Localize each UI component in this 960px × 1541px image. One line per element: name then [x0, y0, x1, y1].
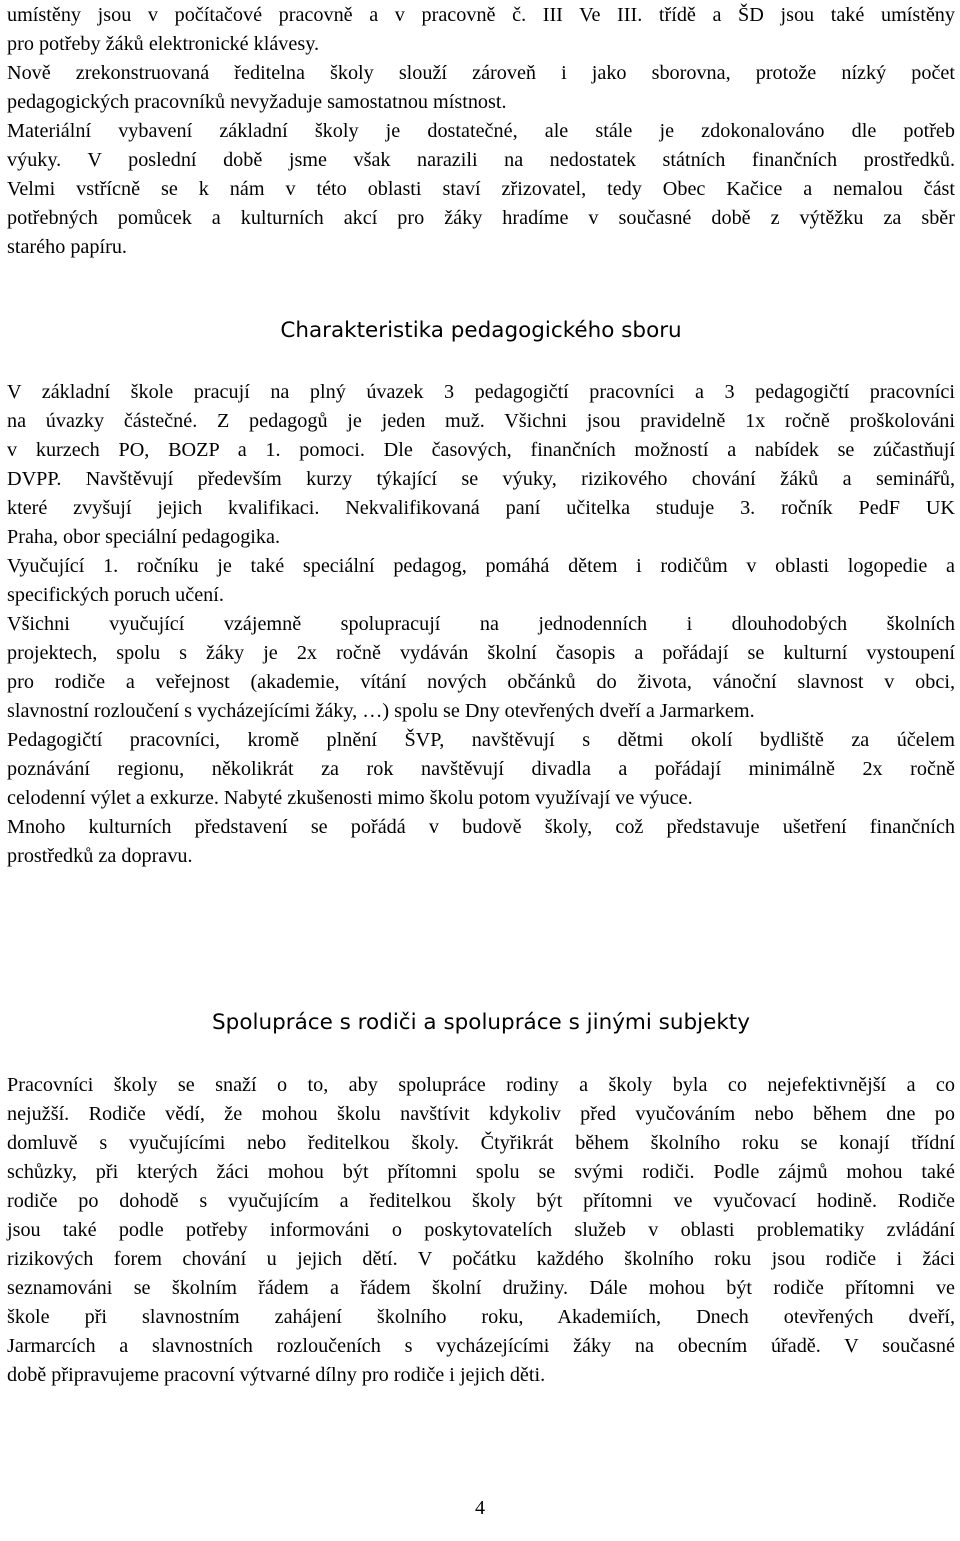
staff-text-block: [7, 378, 955, 871]
text-line: jsou také podle potřeby informováni o poskytovatelích služeb v oblasti problematiky zvládání: [7, 1219, 955, 1241]
top-text-block: [7, 1, 955, 262]
paragraph-equipment: [7, 1, 955, 262]
text-line: Pedagogičtí pracovníci, kromě plnění ŠVP, navštěvují s dětmi okolí bydliště za účelem: [7, 729, 955, 751]
text-line: rodiče po dohodě s vyučujícím a ředitelkou školy být přítomni ve vyučovací hodině. Rodiče: [7, 1190, 955, 1212]
text-line: specifických poruch učení.: [7, 584, 224, 606]
text-line: na úvazky částečné. Z pedagogů je jeden muž. Všichni jsou pravidelně 1x ročně proškolováni: [7, 410, 955, 432]
text-line: které zvyšují jejich kvalifikaci. Nekvalifikovaná paní učitelka studuje 3. ročník PedF UK: [7, 497, 955, 519]
text-line: poznávání regionu, několikrát za rok navštěvují divadla a pořádají minimálně 2x ročně: [7, 758, 955, 780]
text-line: seznamováni se školním řádem a řádem školní družiny. Dále mohou být rodiče přítomni ve: [7, 1277, 955, 1299]
text-line: projektech, spolu s žáky je 2x ročně vydáván školní časopis a pořádají se kulturní vystoupení: [7, 642, 955, 664]
text-line: rizikových forem chování u jejich dětí. V počátku každého školního roku jsou rodiče i žáci: [7, 1248, 955, 1270]
text-line: pro rodiče a veřejnost (akademie, vítání nových občánků do života, vánoční slavnost v obci,: [7, 671, 955, 693]
text-line: Pracovníci školy se snaží o to, aby spolupráce rodiny a školy byla co nejefektivnější a co: [7, 1074, 955, 1096]
text-line: potřebných pomůcek a kulturních akcí pro žáky hradíme v současné době z výtěžku za sběr: [7, 207, 955, 229]
text-line: pro potřeby žáků elektronické klávesy.: [7, 33, 320, 55]
text-line: výuky. V poslední době jsme však narazili na nedostatek státních finančních prostředků.: [7, 149, 955, 171]
text-line: Jarmarcích a slavnostních rozloučeních s vycházejícími žáky na obecním úřadě. V současné: [7, 1335, 955, 1357]
text-line: v kurzech PO, BOZP a 1. pomoci. Dle časových, finančních možností a nabídek se zúčastňují: [7, 439, 955, 461]
text-line: Velmi vstřícně se k nám v této oblasti staví zřizovatel, tedy Obec Kačice a nemalou část: [7, 178, 955, 200]
text-line: slavnostní rozloučení s vycházejícími žáky, …) spolu se Dny otevřených dveří a Jarmarkem.: [7, 700, 755, 722]
text-line: pedagogických pracovníků nevyžaduje samostatnou místnost.: [7, 91, 507, 113]
text-line: Všichni vyučující vzájemně spolupracují na jednodenních i dlouhodobých školních: [7, 613, 955, 635]
section-heading-staff: Charakteristika pedagogického sboru: [280, 318, 682, 343]
text-line: nejužší. Rodiče vědí, že mohou školu navštívit kdykoliv před vyučováním nebo během dne po: [7, 1103, 955, 1125]
text-line: Praha, obor speciální pedagogika.: [7, 526, 281, 548]
text-line: V základní škole pracují na plný úvazek 3 pedagogičtí pracovníci a 3 pedagogičtí pracovníci: [7, 381, 955, 403]
text-line: umístěny jsou v počítačové pracovně a v pracovně č. III Ve III. třídě a ŠD jsou také umístěny: [7, 4, 955, 26]
text-line: schůzky, při kterých žáci mohou být přítomni spolu se svými rodiči. Podle zájmů mohou také: [7, 1161, 955, 1183]
page-number: 4: [475, 1497, 485, 1519]
text-line: škole při slavnostním zahájení školního roku, Akademiích, Dnech otevřených dveří,: [7, 1306, 955, 1328]
text-line: Mnoho kulturních představení se pořádá v budově školy, což představuje ušetření finančních: [7, 816, 955, 838]
text-line: DVPP. Navštěvují především kurzy týkající se výuky, rizikového chování žáků a seminářů,: [7, 468, 955, 490]
section-heading-cooperation: Spolupráce s rodiči a spolupráce s jinými subjekty: [212, 1010, 750, 1035]
cooperation-text-block: [7, 1071, 955, 1390]
paragraph-cooperation: [7, 1071, 955, 1390]
text-line: starého papíru.: [7, 236, 127, 258]
text-line: celodenní výlet a exkurze. Nabyté zkušenosti mimo školu potom využívají ve výuce.: [7, 787, 693, 809]
text-line: Materiální vybavení základní školy je dostatečné, ale stále je zdokonalováno dle potřeb: [7, 120, 955, 142]
text-line: Nově zrekonstruovaná ředitelna školy slouží zároveň i jako sborovna, protože nízký počet: [7, 62, 955, 84]
text-line: době připravujeme pracovní výtvarné dílny pro rodiče i jejich děti.: [7, 1364, 546, 1386]
text-line: Vyučující 1. ročníku je také speciální pedagog, pomáhá dětem i rodičům v oblasti logopedie a: [7, 555, 955, 577]
paragraph-staff: [7, 378, 955, 871]
text-line: prostředků za dopravu.: [7, 845, 193, 867]
text-line: domluvě s vyučujícími nebo ředitelkou školy. Čtyřikrát během školního roku se konají třídní: [7, 1132, 955, 1154]
